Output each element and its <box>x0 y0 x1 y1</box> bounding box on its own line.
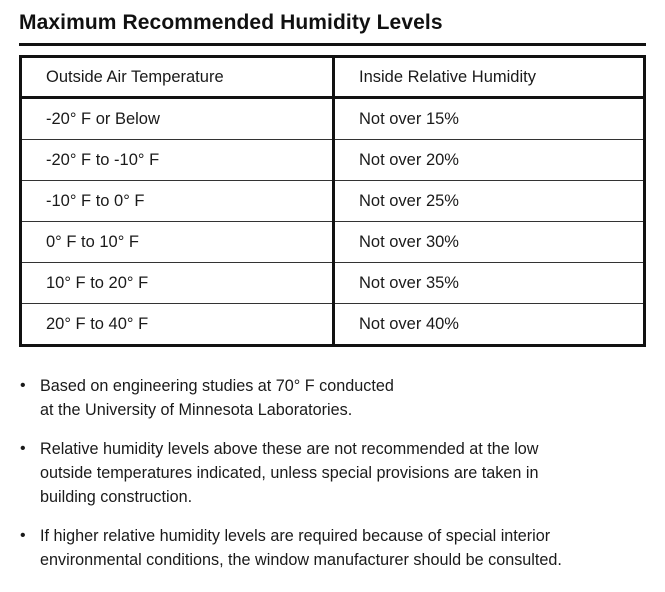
table-header-row <box>21 57 645 98</box>
bullet-icon: • <box>20 527 26 544</box>
page-title: Maximum Recommended Humidity Levels <box>19 11 443 34</box>
table-row <box>21 263 645 304</box>
note-item <box>20 437 640 509</box>
bullet-icon: • <box>20 377 26 394</box>
note-line: environmental conditions, the window manufacturer should be consulted. <box>40 551 562 569</box>
table-row <box>21 140 645 181</box>
humidity-cell: Not over 35% <box>334 263 645 304</box>
column-header-temperature: Outside Air Temperature <box>21 57 334 98</box>
humidity-cell: Not over 40% <box>359 314 459 333</box>
note-item <box>20 374 640 422</box>
note-line: Relative humidity levels above these are not recommended at the low <box>40 440 539 458</box>
temperature-cell: -20° F or Below <box>21 98 334 140</box>
table-row <box>21 222 645 263</box>
temperature-cell: 10° F to 20° F <box>21 263 334 304</box>
note-line: Based on engineering studies at 70° F conducted <box>40 377 394 395</box>
temperature-cell: 0° F to 10° F <box>21 222 334 263</box>
humidity-table <box>19 55 646 347</box>
title-underline <box>19 43 646 46</box>
table-row <box>21 181 645 222</box>
note-line: building construction. <box>40 488 193 506</box>
temperature-cell: 20° F to 40° F <box>21 304 334 346</box>
humidity-cell: Not over 25% <box>334 181 645 222</box>
humidity-cell: Not over 20% <box>334 140 645 181</box>
humidity-cell: Not over 30% <box>334 222 645 263</box>
table-row <box>21 304 645 346</box>
table-row <box>21 98 645 140</box>
column-header-humidity: Inside Relative Humidity <box>334 57 645 98</box>
bullet-icon: • <box>20 440 26 457</box>
note-item <box>20 524 640 572</box>
note-line: at the University of Minnesota Laboratories. <box>40 401 353 419</box>
temperature-cell: -10° F to 0° F <box>21 181 334 222</box>
humidity-cell: Not over 15% <box>334 98 645 140</box>
note-line: outside temperatures indicated, unless special provisions are taken in <box>40 464 539 482</box>
temperature-cell: -20° F to -10° F <box>21 140 334 181</box>
note-line: If higher relative humidity levels are required because of special interior <box>40 527 551 545</box>
notes-list <box>20 374 640 587</box>
